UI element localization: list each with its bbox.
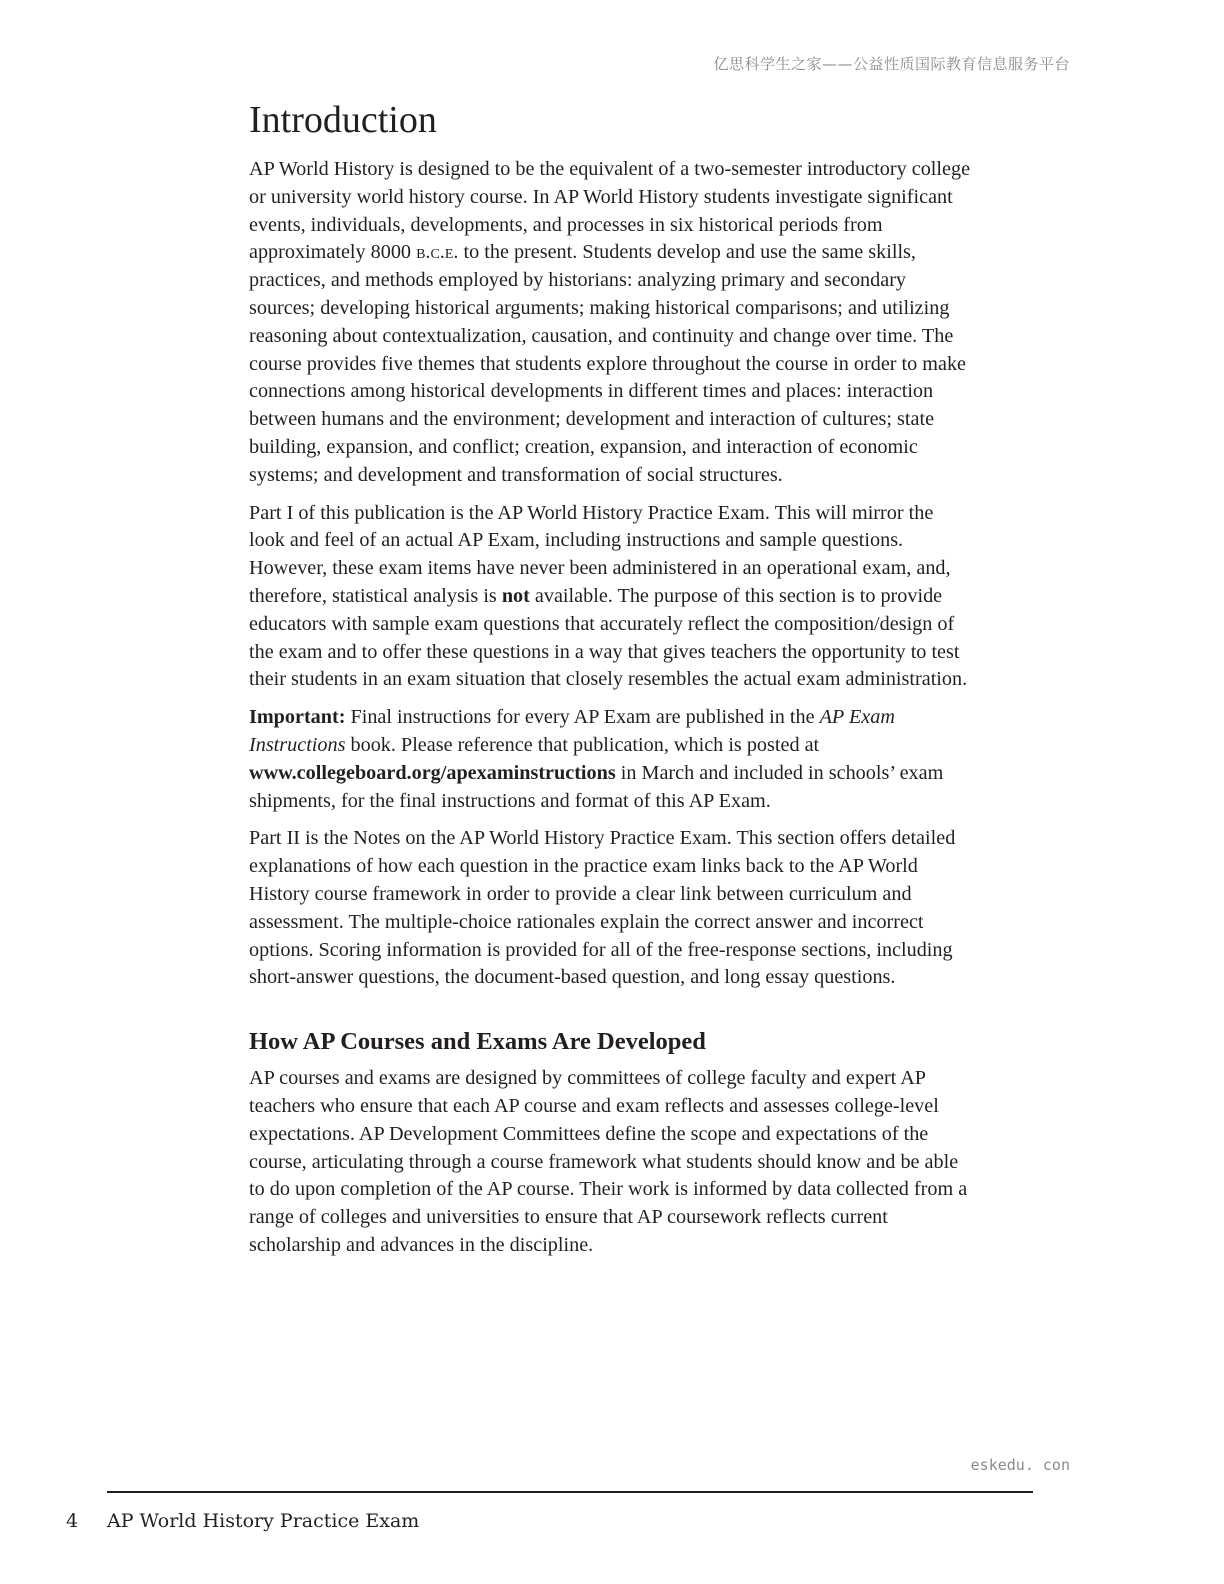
intro-p1-text-a: AP World History is designed to be the equivalent of a two-semester introductory college or university world history course. In AP World History students investigate significant events, individuals, developments, and processes in six historical periods from approximately 8000 bbox=[249, 158, 971, 264]
section-heading: How AP Courses and Exams Are Developed bbox=[249, 1028, 706, 1056]
page-number: 4 bbox=[66, 1510, 79, 1532]
book-title: AP Exam Instructions bbox=[249, 706, 895, 756]
intro-p2-text-a: Part I of this publication is the AP World History Practice Exam. This will mirror the look and feel of an actual AP Exam, including instructions and sample questions. However, these exam items have never been administered in an operational exam, and, therefore, statistical analysis is bbox=[249, 501, 951, 607]
intro-paragraph-1 bbox=[249, 156, 971, 490]
instructions-url[interactable]: www.collegeboard.org/apexaminstructions bbox=[249, 761, 616, 784]
important-label: Important: bbox=[249, 706, 346, 729]
footer-title: AP World History Practice Exam bbox=[107, 1510, 420, 1532]
intro-p3-text-b: book. Please reference that publication, which is posted at bbox=[345, 733, 820, 756]
bce-abbreviation: b.c.e. bbox=[416, 241, 459, 264]
development-paragraph-1: AP courses and exams are designed by committees of college faculty and expert AP teachers who ensure that each AP course and exam reflects and assesses college-level expectations. AP Development Committees define the scope and expectations of the course, articulating through a course framework what students should know and be able to do upon completion of the AP course. Their work is informed by data collected from a range of colleges and universities to ensure that AP coursework reflects current scholarship and advances in the discipline. bbox=[249, 1067, 968, 1256]
footer-watermark: eskedu. con bbox=[970, 1456, 1070, 1474]
intro-paragraph-2 bbox=[249, 500, 971, 695]
page-footer bbox=[66, 1510, 419, 1532]
header-watermark: 亿思科学生之家——公益性质国际教育信息服务平台 bbox=[713, 55, 1070, 73]
page-title: Introduction bbox=[249, 99, 437, 141]
page-content bbox=[249, 98, 971, 1270]
intro-p3-text-c: in March and included in schools’ exam shipments, for the final instructions and format of this AP Exam. bbox=[249, 761, 944, 812]
footer-divider bbox=[107, 1491, 1033, 1493]
intro-p2-text-b: available. The purpose of this section is to provide educators with sample exam questions that accurately reflect the composition/design of the exam and to offer these questions in a way that gives teachers the opportunity to test their students in an exam situation that closely resembles the actual exam administration. bbox=[249, 584, 968, 691]
intro-paragraph-4: Part II is the Notes on the AP World History Practice Exam. This section offers detailed explanations of how each question in the practice exam links back to the AP World History course framework in order to provide a clear link between curriculum and assessment. The multiple-choice rationales explain the correct answer and incorrect options. Scoring information is provided for all of the free-response sections, including short-answer questions, the document-based question, and long essay questions. bbox=[249, 827, 956, 989]
intro-p2-bold: not bbox=[501, 584, 530, 607]
intro-paragraph-3 bbox=[249, 704, 971, 815]
intro-p1-text-b: to the present. Students develop and use the same skills, practices, and methods employed by historians: analyzing primary and secondary sources; developing historical arguments; making historical comparisons; and utilizing reasoning about contextualization, causation, and continuity and change over time. The course provides five themes that students explore throughout the course in order to make connections among historical developments in different times and places: interaction between humans and the environment; development and interaction of cultures; state building, expansion, and conflict; creation, expansion, and interaction of economic systems; and development and transformation of social structures. bbox=[249, 241, 967, 486]
intro-p3-text-a: Final instructions for every AP Exam are published in the bbox=[345, 706, 820, 729]
